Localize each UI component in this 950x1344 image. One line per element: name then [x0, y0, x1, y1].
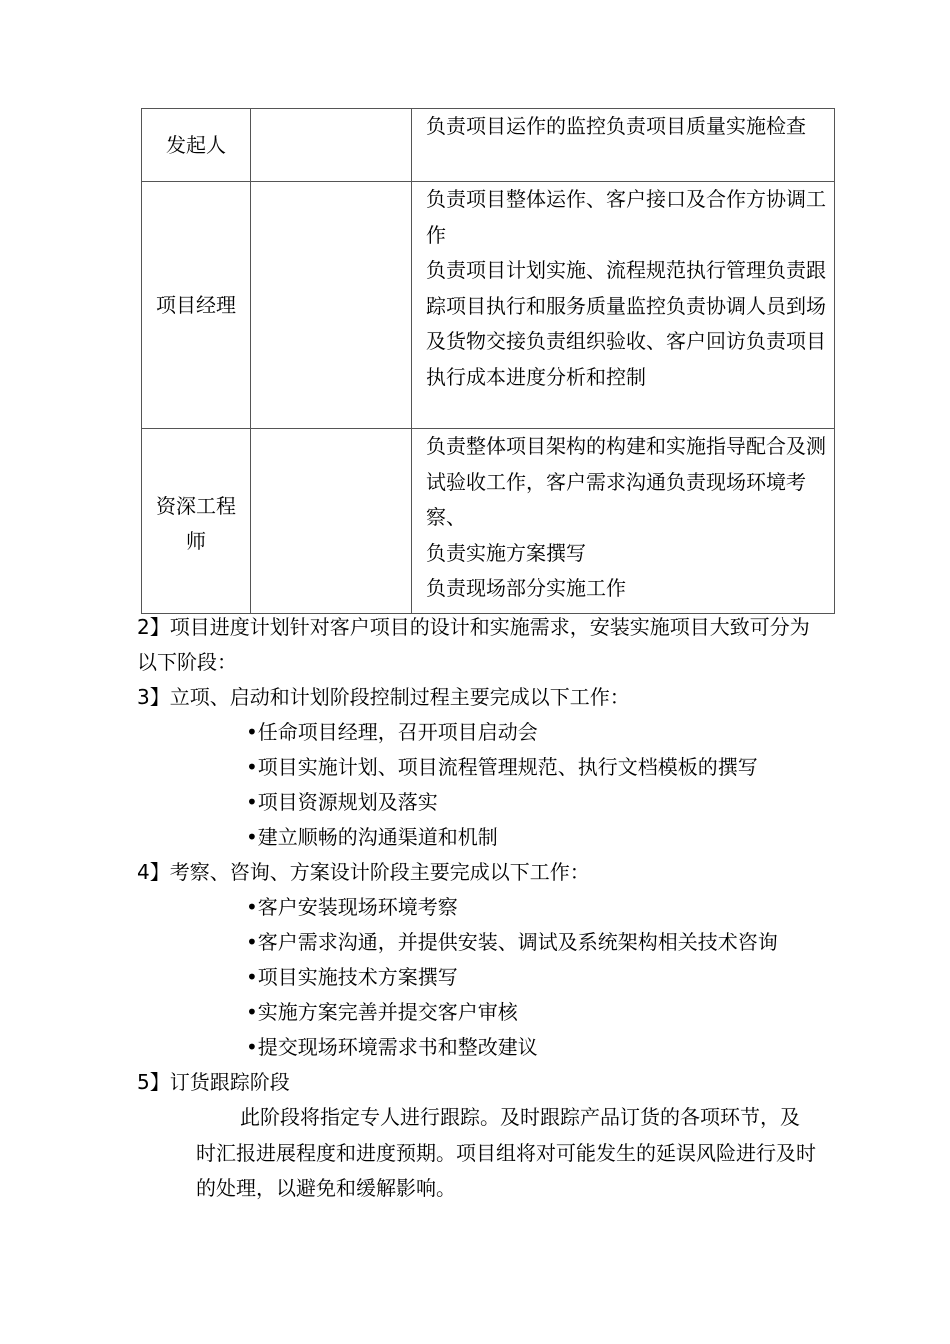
section-4-heading: 4】考察、咨询、方案设计阶段主要完成以下工作： — [137, 860, 590, 884]
list-item: •建立顺畅的沟通渠道和机制 — [246, 825, 498, 849]
roles-table — [141, 108, 835, 614]
table-row — [142, 182, 835, 429]
duties-cell — [412, 109, 835, 182]
role-text: 资深工程师 — [156, 494, 236, 553]
empty-cell — [251, 109, 412, 182]
duties-cell — [412, 429, 835, 614]
duty-text: 负责整体项目架构的构建和实施指导配合及测试验收工作，客户需求沟通负责现场环境考察、 — [426, 434, 826, 529]
section-3-heading: 3】立项、启动和计划阶段控制过程主要完成以下工作： — [137, 685, 630, 709]
list-item: •项目实施计划、项目流程管理规范、执行文档模板的撰写 — [246, 755, 758, 779]
table-row — [142, 109, 835, 182]
duty-text: 负责项目整体运作、客户接口及合作方协调工作 — [426, 187, 826, 247]
list-item: •项目实施技术方案撰写 — [246, 965, 458, 989]
duty-text: 负责项目运作的监控负责项目质量实施检查 — [426, 114, 806, 138]
empty-cell — [251, 429, 412, 614]
duty-text: 负责项目计划实施、流程规范执行管理负责跟踪项目执行和服务质量监控负责协调人员到场及货物交接负责组织验收、客户回访负责项目执行成本进度分析和控制 — [426, 258, 826, 389]
role-cell: 项目经理 — [142, 182, 251, 429]
table-row — [142, 429, 835, 614]
list-item: •项目资源规划及落实 — [246, 790, 438, 814]
section-5-heading: 5】订货跟踪阶段 — [137, 1070, 290, 1094]
role-cell: 发起人 — [142, 109, 251, 182]
duty-text: 负责现场部分实施工作 — [426, 576, 626, 600]
duty-text: 负责实施方案撰写 — [426, 540, 586, 565]
duties-cell — [412, 182, 835, 429]
list-item: •任命项目经理，召开项目启动会 — [246, 720, 538, 744]
list-item: •客户安装现场环境考察 — [246, 895, 458, 919]
list-item: •客户需求沟通，并提供安装、调试及系统架构相关技术咨询 — [246, 930, 778, 954]
list-item: •实施方案完善并提交客户审核 — [246, 1000, 518, 1024]
empty-cell — [251, 182, 412, 429]
section-5-paragraph: 此阶段将指定专人进行跟踪。及时跟踪产品订货的各项环节，及时汇报进展程度和进度预期。项目组将对可能发生的延误风险进行及时的处理，以避免和缓解影响。 — [196, 1105, 816, 1200]
list-item: •提交现场环境需求书和整改建议 — [246, 1035, 538, 1059]
role-cell — [142, 429, 251, 614]
section-2-text: 2】项目进度计划针对客户项目的设计和实施需求，安装实施项目大致可分为以下阶段： — [137, 615, 810, 674]
